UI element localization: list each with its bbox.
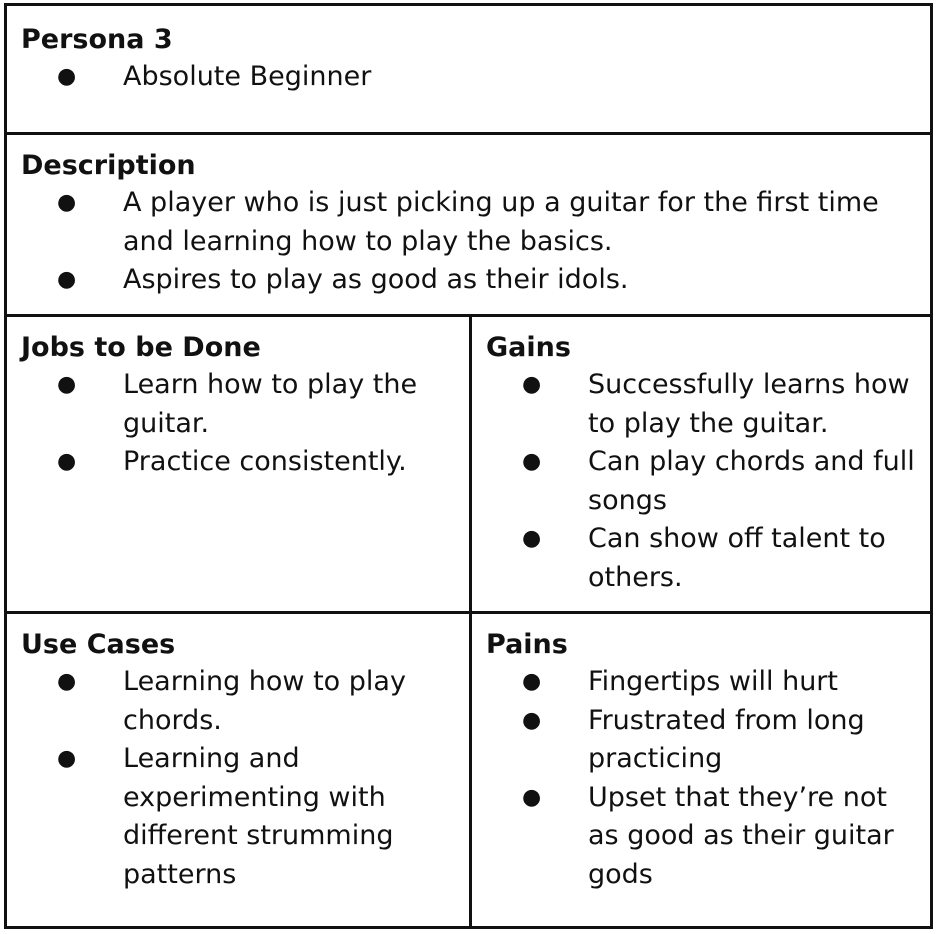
bullet-icon: ● — [57, 669, 77, 694]
list-item — [21, 58, 920, 97]
list-item — [486, 779, 920, 895]
use-cases-cell — [7, 611, 469, 929]
bullet-icon: ● — [57, 267, 77, 292]
list-item — [21, 740, 459, 894]
bullet-icon: ● — [522, 707, 542, 733]
bullet-icon: ● — [522, 669, 542, 694]
jobs-title: Jobs to be Done — [21, 332, 261, 363]
bullet-icon: ● — [522, 784, 542, 810]
list-item — [486, 702, 920, 779]
use-cases-title: Use Cases — [21, 629, 176, 660]
description-title: Description — [21, 150, 196, 181]
list-item — [21, 184, 920, 261]
list-item-text: Absolute Beginner — [123, 61, 372, 92]
list-item — [21, 366, 459, 443]
list-item-text: A player who is just picking up a guitar for the first time and learning how to play the basics. — [123, 187, 879, 257]
list-item-text: Learning and experimenting with different strumming patterns — [123, 743, 394, 890]
list-item — [21, 663, 459, 740]
jobs-list — [21, 366, 459, 482]
pains-list — [486, 663, 920, 894]
persona-table — [4, 3, 933, 929]
persona-cell — [7, 6, 930, 132]
pains-cell — [472, 611, 930, 929]
list-item-text: Fingertips will hurt — [588, 666, 838, 697]
bullet-icon: ● — [522, 449, 542, 474]
list-item-text: Learn how to play the guitar. — [123, 369, 418, 439]
list-item — [486, 663, 920, 702]
list-item-text: Successfully learns how to play the guitar. — [588, 369, 910, 439]
bullet-icon: ● — [522, 526, 542, 551]
list-item-text: Upset that they’re not as good as their guitar gods — [588, 781, 894, 890]
jobs-cell — [7, 314, 469, 611]
list-item — [486, 443, 920, 520]
gains-list — [486, 366, 920, 597]
list-item — [21, 443, 459, 482]
list-item — [486, 520, 920, 597]
list-item-text: Frustrated from long practicing — [588, 704, 865, 774]
persona-title: Persona 3 — [21, 24, 173, 55]
list-item-text: Practice consistently. — [123, 446, 407, 477]
bullet-icon: ● — [57, 746, 77, 771]
bullet-icon: ● — [522, 372, 542, 397]
bullet-icon: ● — [57, 449, 77, 474]
list-item-text: Can play chords and full songs — [588, 446, 915, 516]
description-cell — [7, 132, 930, 314]
pains-title: Pains — [486, 629, 568, 660]
list-item — [486, 366, 920, 443]
list-item-text: Learning how to play chords. — [123, 666, 406, 736]
use-cases-list — [21, 663, 459, 894]
list-item — [21, 261, 920, 300]
persona-list — [21, 58, 920, 97]
list-item-text: Aspires to play as good as their idols. — [123, 264, 629, 295]
bullet-icon: ● — [57, 64, 77, 89]
bullet-icon: ● — [57, 190, 77, 215]
list-item-text: Can show off talent to others. — [588, 523, 886, 593]
description-list — [21, 184, 920, 300]
gains-cell — [472, 314, 930, 611]
gains-title: Gains — [486, 332, 571, 363]
bullet-icon: ● — [57, 372, 77, 397]
